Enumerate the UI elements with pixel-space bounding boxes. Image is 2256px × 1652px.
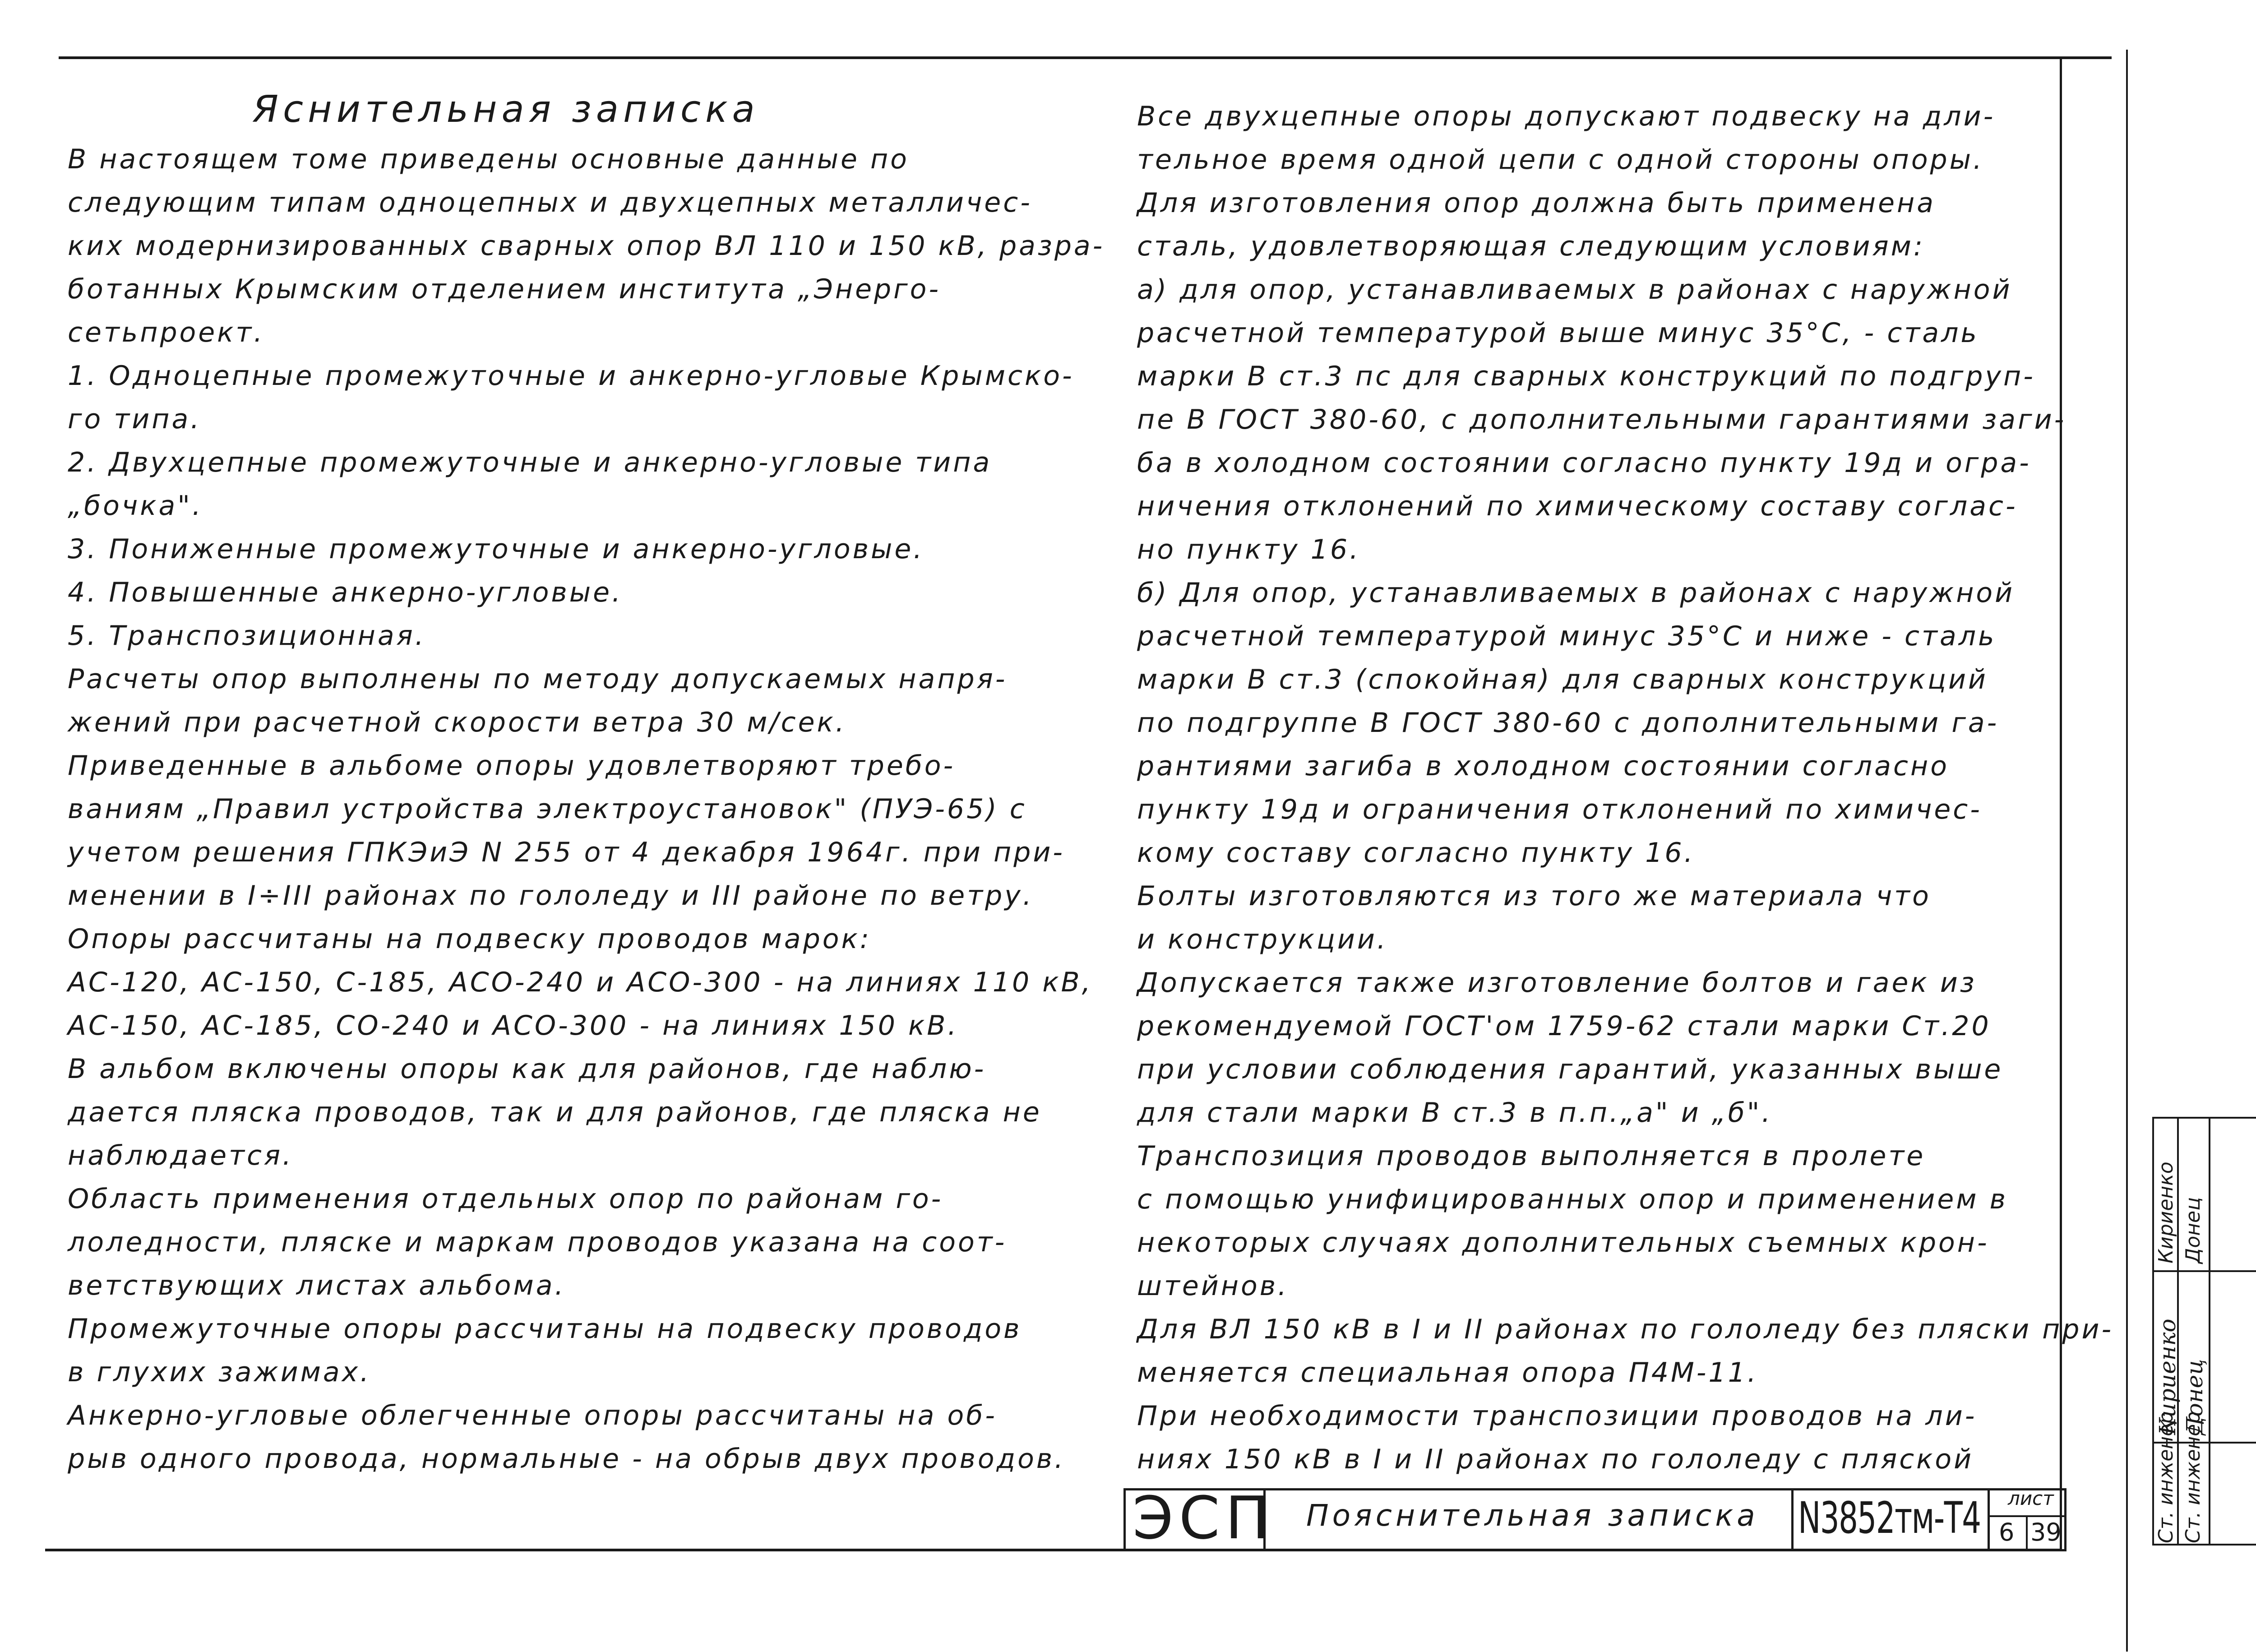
text-line: следующим типам одноцепных и двухцепных металличес- [68,187,1032,218]
text-line: 3. Пониженные промежуточные и анкерно-угловые. [68,533,925,565]
text-line: лоледности, пляске и маркам проводов указана на соот- [68,1226,1007,1258]
text-line: ниях 150 кВ в I и II районах по гололеду с пляской [1137,1444,1974,1475]
text-line: Область применения отдельных опор по районам го- [68,1183,943,1215]
text-line: В альбом включены опоры как для районов, где наблю- [68,1053,986,1085]
text-line: ветствующих листах альбома. [68,1270,566,1301]
text-line: ваниям „Правил устройства электроустановок" (ПУЭ-65) с [68,793,1027,825]
text-line: рекомендуемой ГОСТ'ом 1759-62 стали марки Ст.20 [1137,1010,1991,1042]
text-line: Расчеты опор выполнены по методу допускаемых напря- [68,663,1008,695]
text-line: учетом решения ГПКЭиЭ N 255 от 4 декабря 1964г. при при- [68,837,1065,868]
text-line: Анкерно-угловые облегченные опоры рассчитаны на об- [68,1400,997,1431]
text-line: пункту 19д и ограничения отклонений по химичес- [1137,794,1982,825]
frame-top-line [59,56,2112,59]
text-line: Все двухцепные опоры допускают подвеску на дли- [1137,101,1996,132]
sheet-number: 6 [1999,1518,2015,1546]
text-line: Допускается также изготовление болтов и гаек из [1137,967,1977,999]
text-line: сталь, удовлетворяющая следующим условиям: [1137,231,1925,262]
sheet-cell-divider-v [2026,1515,2028,1551]
text-line: расчетной температурой минус 35°С и ниже - сталь [1137,620,1997,652]
text-line: Приведенные в альбоме опоры удовлетворяют требо- [68,750,956,782]
text-line: При необходимости транспозиции проводов на ли- [1137,1400,1977,1432]
margin-line-right [2126,50,2128,1652]
text-line: Для изготовления опор должна быть применена [1137,187,1936,219]
text-line: АС-120, АС-150, С-185, АСО-240 и АСО-300 - на линиях 110 кВ, [68,967,1093,998]
text-line: и конструкции. [1137,924,1388,955]
text-line: при условии соблюдения гарантий, указанных выше [1137,1054,2003,1085]
text-line: меняется специальная опора П4М-11. [1137,1357,1758,1388]
role-1: Ст. инженер [2154,1411,2177,1543]
text-line: расчетной температурой выше минус 35°С, - сталь [1137,317,1979,349]
text-line: тельное время одной цепи с одной стороны опоры. [1137,144,1984,176]
text-line: Опоры рассчитаны на подвеску проводов марок: [68,923,871,955]
text-line: В настоящем томе приведены основные данные по [68,143,909,175]
text-line: марки В ст.3 пс для сварных конструкций по подгруп- [1137,361,2035,392]
sheet-label: лист [2008,1487,2054,1509]
doc-number: N3852тм-Т4 [1798,1493,1981,1543]
text-line: с помощью унифицированных опор и применением в [1137,1184,2008,1215]
doc-title: Пояснительная записка [1306,1498,1759,1533]
text-line: го типа. [68,403,202,435]
text-line: кому составу согласно пункту 16. [1137,837,1695,869]
text-line: дается пляска проводов, так и для районов, где пляска не [68,1097,1042,1128]
text-line: ботанных Крымским отделением института „Энерго- [68,273,941,305]
text-line: а) для опор, устанавливаемых в районах с наружной [1137,274,2012,305]
text-line: Болты изготовляются из того же материала что [1137,880,1931,912]
text-line: рантиями загиба в холодном состоянии согласно [1137,750,1949,782]
signature-2: Донец [2182,1359,2208,1435]
title-block-divider-2 [1791,1488,1794,1551]
text-line: 2. Двухцепные промежуточные и анкерно-угловые типа [68,447,992,478]
text-line: наблюдается. [68,1140,294,1171]
page-title: Яснительная записка [253,88,759,131]
name-1: Кириенко [2154,1161,2177,1263]
title-block-divider-3 [1988,1488,1990,1551]
text-line: некоторых случаях дополнительных съемных крон- [1137,1227,1989,1259]
text-line: ничения отклонений по химическому составу соглас- [1137,491,2018,522]
text-line: для стали марки В ст.3 в п.п.„а" и „б". [1137,1097,1773,1129]
role-2: Ст. инженер [2182,1411,2205,1543]
text-line: 1. Одноцепные промежуточные и анкерно-угловые Крымско- [68,360,1074,392]
signature-row-1 [2152,1270,2256,1272]
signature-1: Кириенко [2154,1319,2181,1435]
text-line: „бочка". [68,490,203,522]
org-code: ЭСП [1133,1484,1275,1552]
text-line: ба в холодном состоянии согласно пункту 19д и огра- [1137,447,2031,479]
text-line: штейнов. [1137,1270,1289,1302]
text-line: сетьпроект. [68,317,265,348]
right-text-column [1137,95,2113,1481]
text-line: в глухих зажимах. [68,1356,371,1388]
text-line: 4. Повышенные анкерно-угловые. [68,577,623,608]
text-line: Для ВЛ 150 кВ в I и II районах по гололеду без пляски при- [1137,1314,2114,1345]
text-line: АС-150, АС-185, СО-240 и АСО-300 - на линиях 150 кВ. [68,1010,959,1041]
left-text-column [68,138,1105,1481]
text-line: б) Для опор, устанавливаемых в районах с наружной [1137,577,2015,609]
text-line: ких модернизированных сварных опор ВЛ 110 и 150 кВ, разра- [68,230,1105,262]
text-line: пе В ГОСТ 380-60, с дополнительными гарантиями заги- [1137,404,2066,435]
text-line: по подгруппе В ГОСТ 380-60 с дополнительными га- [1137,707,1999,739]
text-line: жений при расчетной скорости ветра 30 м/сек. [68,707,846,738]
text-line: но пункту 16. [1137,534,1361,565]
text-line: 5. Транспозиционная. [68,620,426,652]
name-2: Донец [2182,1197,2205,1263]
text-line: Транспозиция проводов выполняется в пролете [1137,1140,1926,1172]
text-line: Промежуточные опоры рассчитаны на подвеску проводов [68,1313,1022,1345]
text-line: марки В ст.3 (спокойная) для сварных конструкций [1137,664,1988,695]
signature-col-2 [2209,1117,2210,1546]
text-line: менении в I÷III районах по гололеду и III районе по ветру. [68,880,1034,912]
text-line: рыв одного провода, нормальные - на обрыв двух проводов. [68,1443,1066,1475]
sheet-total: 39 [2030,1518,2062,1546]
